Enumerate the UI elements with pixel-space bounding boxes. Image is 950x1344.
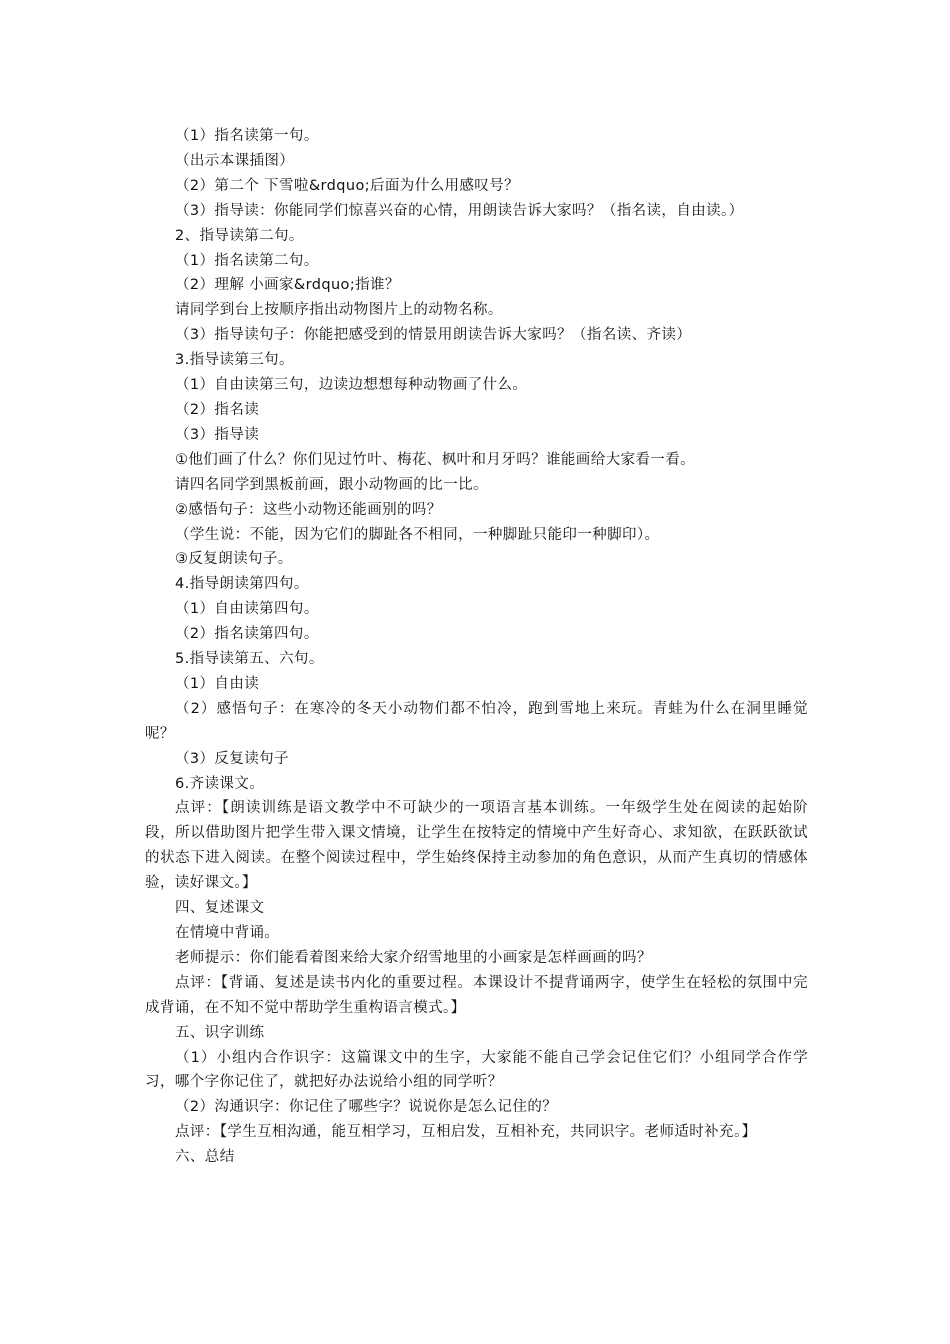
paragraph: ③反复朗读句子。 [175,551,293,568]
paragraph: ②感悟句子：这些小动物还能画别的吗？ [175,501,442,518]
paragraph: （出示本课插图） [175,152,295,169]
paragraph: 请四名同学到黑板前画，跟小动物画的比一比。 [175,476,488,493]
paragraph: （3）指导读句子：你能把感受到的情景用朗读告诉大家吗？（指名读、齐读） [175,327,692,344]
document-page [145,124,808,1170]
paragraph: 在情境中背诵。 [175,925,280,941]
paragraph: （2）理解 小画家&rdquo;指谁？ [175,277,400,294]
paragraph: （2）指名读第四句。 [175,626,319,643]
paragraph: 点评：【学生互相沟通，能互相学习，互相启发，互相补充，共同识字。老师适时补充。】 [175,1124,757,1141]
paragraph: 3.指导读第三句。 [175,352,294,369]
paragraph: ①他们画了什么？你们见过竹叶、梅花、枫叶和月牙吗？谁能画给大家看一看。 [175,451,695,468]
paragraph: 5.指导读第五、六句。 [175,651,324,668]
paragraph: （1）自由读 [175,675,260,692]
paragraph: （1）自由读第四句。 [175,601,319,618]
paragraph: （3）指导读：你能同学们惊喜兴奋的心情，用朗读告诉大家吗？（指名读，自由读。） [175,202,744,219]
paragraph: 点评：【朗读训练是语文教学中不可缺少的一项语言基本训练。一年级学生处在阅读的起始阶段，所以借助图片把学生带入课文情境，让学生在按特定的情境中产生好奇心、求知欲，在跃跃欲试的状态下进入阅读。在整个阅读过程中，学生始终保持主动参加的角色意识，从而产生真切的情感体验，读好课文。】 [145,800,808,892]
paragraph: 6.齐读课文。 [175,775,265,792]
paragraph: （2）指名读 [175,401,260,418]
paragraph: （2）第二个 下雪啦&rdquo;后面为什么用感叹号？ [175,177,520,194]
paragraph: （3）指导读 [175,426,260,443]
paragraph: （1）指名读第二句。 [175,252,319,269]
paragraph: 老师提示：你们能看着图来给大家介绍雪地里的小画家是怎样画画的吗？ [175,949,652,966]
paragraph: 2、指导读第二句。 [175,227,304,244]
paragraph: （1）指名读第一句。 [175,128,319,144]
paragraph: （学生说：不能，因为它们的脚趾各不相同，一种脚趾只能印一种脚印）。 [175,526,660,543]
paragraph: 六、总结 [175,1149,235,1166]
paragraph: （2）感悟句子：在寒冷的冬天小动物们都不怕冷，跑到雪地上来玩。青蛙为什么在洞里睡觉呢？ [145,700,808,742]
paragraph: 四、复述课文 [175,900,265,917]
paragraph: （1）自由读第三句，边读边想想每种动物画了什么。 [175,377,528,394]
paragraph: 点评：【背诵、复述是读书内化的重要过程。本课设计不提背诵两字，使学生在轻松的氛围中完成背诵，在不知不觉中帮助学生重构语言模式。】 [145,974,808,1016]
paragraph: （1）小组内合作识字：这篇课文中的生字，大家能不能自己学会记住它们？小组同学合作学习，哪个字你记住了，就把好办法说给小组的同学听？ [145,1049,808,1091]
paragraph: 4.指导朗读第四句。 [175,576,309,593]
paragraph: （2）沟通识字：你记住了哪些字？说说你是怎么记住的？ [175,1099,558,1116]
paragraph: （3）反复读句子 [175,750,289,767]
paragraph: 五、识字训练 [175,1024,265,1041]
paragraph: 请同学到台上按顺序指出动物图片上的动物名称。 [175,302,503,319]
